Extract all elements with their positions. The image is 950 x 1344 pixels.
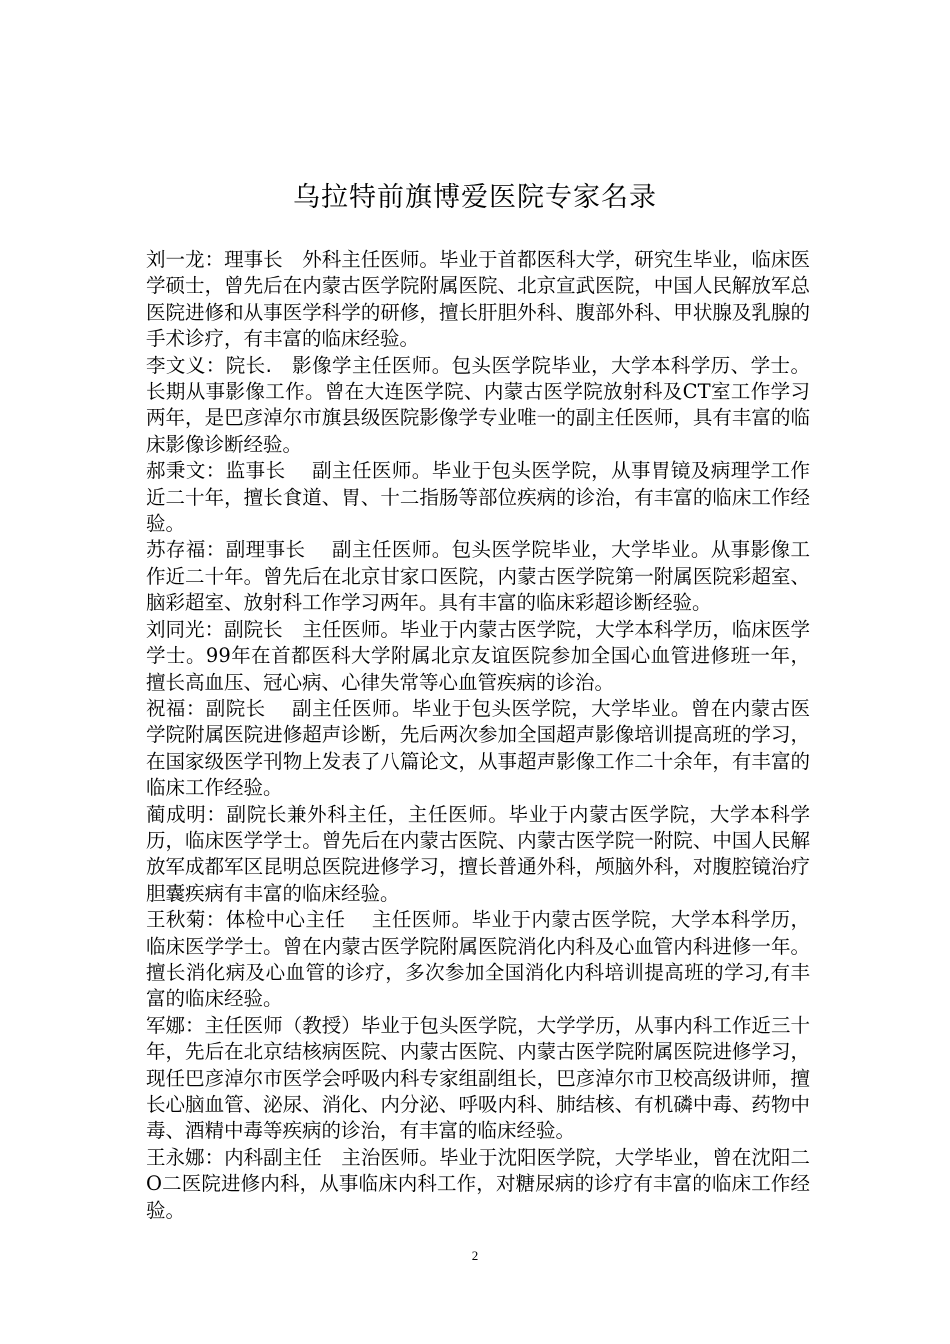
expert-entry <box>146 802 810 908</box>
expert-description: 包头医学院毕业，大学本科学历、学士。长期从事影像工作。曾在大连医学院、内蒙古医学院放射科及CT室工作学习两年，是巴彦淖尔市旗县级医院影像学专业唯一的副主任医师，具有丰富的临床影像诊断经验。 <box>146 353 810 456</box>
expert-name-position: 李文义：院长. 影像学主任医师。 <box>146 353 452 377</box>
document-title: 乌拉特前旗博爱医院专家名录 <box>293 182 657 213</box>
expert-name-position: 刘同光：副院长 主任医师。 <box>146 617 400 641</box>
expert-name-position: 刘一龙：理事长 外科主任医师。 <box>146 248 439 271</box>
expert-name-position: 军娜：主任医师（教授） <box>146 1013 361 1037</box>
expert-name-position: 祝福：副院长 副主任医师。 <box>146 696 412 720</box>
expert-entry <box>146 1145 810 1224</box>
expert-description: 毕业于包头医学院，从事胃镜及病理学工作近二十年，擅长食道、胃、十二指肠等部位疾病的诊治，有丰富的临床工作经验。 <box>146 459 810 536</box>
expert-description: 包头医学院毕业，大学毕业。从事影像工作近二十年。曾先后在北京甘家口医院，内蒙古医学院第一附属医院彩超室、脑彩超室、放射科工作学习两年。具有丰富的临床彩超诊断经验。 <box>146 538 810 615</box>
expert-entry <box>146 247 810 353</box>
expert-entry <box>146 1013 810 1145</box>
expert-entry <box>146 353 810 459</box>
expert-name-position: 苏存福：副理事长 副主任医师。 <box>146 538 452 562</box>
expert-name-position: 郝秉文：监事长 副主任医师。 <box>146 459 432 483</box>
page-number: 2 <box>471 1248 479 1263</box>
expert-description: 毕业于包头医学院，大学学历，从事内科工作近三十年，先后在北京结核病医院、内蒙古医院、内蒙古医学院附属医院进修学习，现任巴彦淖尔市医学会呼吸内科专家组副组长，巴彦淖尔市卫校高级讲师，擅长心脑血管、泌尿、消化、内分泌、呼吸内科、肺结核、有机磷中毒、药物中毒、酒精中毒等疾病的诊治，有丰富的临床经验。 <box>146 1013 810 1143</box>
expert-name-position: 王永娜：内科副主任 主治医师。 <box>146 1145 439 1169</box>
expert-list <box>146 247 810 1224</box>
expert-entry <box>146 537 810 616</box>
expert-name-position: 蔺成明：副院长兼外科主任，主任医师。 <box>146 802 509 826</box>
expert-description: 毕业于内蒙古医学院，大学本科学历，临床医学学士。曾在内蒙古医学院附属医院消化内科及心血管内科进修一年。擅长消化病及心血管的诊疗，多次参加全国消化内科培训提高班的学习,有丰富的临床经验。 <box>146 908 810 1011</box>
expert-description: 毕业于沈阳医学院，大学毕业，曾在沈阳二O二医院进修内科，从事临床内科工作，对糖尿病的诊疗有丰富的临床工作经验。 <box>146 1145 810 1222</box>
expert-description: 毕业于内蒙古医学院，大学本科学历，临床医学学士。曾先后在内蒙古医院、内蒙古医学院一附院、中国人民解放军成都军区昆明总医院进修学习，擅长普通外科，颅脑外科，对腹腔镜治疗胆囊疾病有丰富的临床经验。 <box>146 802 810 905</box>
expert-description: 毕业于首都医科大学，研究生毕业，临床医学硕士，曾先后在内蒙古医学院附属医院、北京宣武医院，中国人民解放军总医院进修和从事医学科学的研修，擅长肝胆外科、腹部外科、甲状腺及乳腺的手术诊疗，有丰富的临床经验。 <box>146 248 810 351</box>
expert-description: 毕业于内蒙古医学院，大学本科学历，临床医学学士。99年在首都医科大学附属北京友谊医院参加全国心血管进修班一年，擅长高血压、冠心病、心律失常等心血管疾病的诊治。 <box>146 617 810 694</box>
expert-entry <box>146 696 810 802</box>
expert-name-position: 王秋菊：体检中心主任 主任医师。 <box>146 908 472 932</box>
expert-entry <box>146 617 810 696</box>
expert-entry <box>146 458 810 537</box>
expert-entry <box>146 907 810 1013</box>
expert-description: 毕业于包头医学院，大学毕业。曾在内蒙古医学院附属医院进修超声诊断，先后两次参加全国超声影像培训提高班的学习，在国家级医学刊物上发表了八篇论文，从事超声影像工作二十余年，有丰富的临床工作经验。 <box>146 696 810 800</box>
